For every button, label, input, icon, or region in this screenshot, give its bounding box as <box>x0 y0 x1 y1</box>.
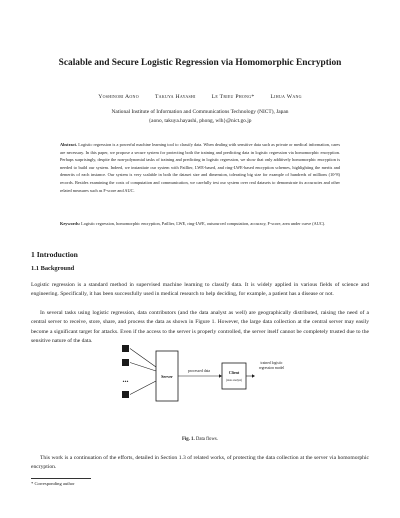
paper-title: Scalable and Secure Logistic Regression via Homomorphic Encryption <box>58 58 342 68</box>
figure-caption <box>0 437 400 442</box>
client-sub-label: (data analyst) <box>225 378 243 382</box>
client-label: Client <box>228 370 240 375</box>
arrow-line <box>130 349 156 368</box>
subsection-heading: 1.1 Background <box>31 265 75 272</box>
client-box <box>222 363 246 389</box>
keywords-text: Logistic regression, homomorphic encryption, Paillier, LWE, ring-LWE, outsourced computation, accuracy, F-score, area under curve (AUC). <box>81 221 326 226</box>
abstract <box>60 141 340 194</box>
arrow-line <box>130 363 156 372</box>
body-paragraph: In several tasks using logistic regression, data contributors (and the data analyst as well) are geographically distributed, raising the need of a central server to receive, store, share, and process the data as shown in Figure 1. However, the large data collection at the central server may easily become a significant target for attacks. Even if the access to the server is properly controlled, the server itself cannot be completely trusted due to the sensitive nature of the data. <box>31 310 369 345</box>
body-paragraph: Logistic regression is a standard method in supervised machine learning to classify data. It is widely applied in various fields of science and engineering. Specifically, it has been successfully used in medical research to help deciding, for example, a patient has a disease or not. <box>31 282 369 298</box>
data-flow-figure <box>118 337 288 417</box>
footnote: * Corresponding author <box>31 481 75 486</box>
contributor-icon <box>122 391 129 398</box>
body-paragraph: This work is a continuation of the efforts, detailed in Section 1.3 of related works, of protecting the data collection at the server via homomorphic encryption. <box>31 455 369 471</box>
arrow-line <box>130 381 156 395</box>
affiliation: National Institute of Information and Communications Technology (NICT), Japan <box>111 109 289 115</box>
affiliation-block <box>30 108 370 126</box>
author-list <box>30 94 370 100</box>
figure-caption-label: Fig. 1. <box>182 437 195 442</box>
contributor-icon <box>122 359 129 366</box>
abstract-text: Logistic regression is a powerful machine learning tool to classify data. When dealing with sensitive data such as private or medical information, cares are necessary. In this paper, we propose a secure system for protecting both the training and predicting data in logistic regression via homomorphic encryption. Perhaps surprisingly, despite the non-polynomial tasks of training and predicting in logistic regression, we show that only additively homomorphic encryption is needed to build our system. Indeed, we instantiate our system with Paillier, LWE-based, and ring-LWE-based encryption schemes, highlighting the merits and demerits of each instance. Our system is very scalable in both the dataset size and dimension, tolerating big size for example of hundreds of millions (10^8) records. Besides examining the costs of computation and communication, we carefully test our system over real datasets to demonstrate its accuracies and other related measures such as F-score and AUC. <box>60 142 340 193</box>
arrow-head <box>219 374 222 377</box>
keywords <box>60 220 340 228</box>
abstract-label: Abstract. <box>60 142 78 147</box>
footnote-divider <box>31 478 91 479</box>
keywords-label: Keywords: <box>60 221 81 226</box>
ellipsis: ... <box>122 375 129 384</box>
author-name: Takuya Hayashi <box>154 94 196 100</box>
author-name: Lihua Wang <box>270 94 302 100</box>
server-label: Server <box>161 374 173 379</box>
figure-caption-text: Data flows. <box>195 437 218 442</box>
author-name: Le Trieu Phong* <box>211 94 255 100</box>
contributor-icons <box>122 345 129 398</box>
author-emails: {aono, takuya.hayashi, phong, wlh}@nict.go.jp <box>148 118 252 124</box>
output-model-label: trained logistic regression model <box>258 361 285 370</box>
author-name: Yoshinori Aono <box>98 94 139 100</box>
section-heading: 1 Introduction <box>31 250 78 259</box>
contributor-icon <box>122 345 129 352</box>
processed-data-label: processed data <box>187 369 211 373</box>
contributor-arrows <box>130 349 156 395</box>
